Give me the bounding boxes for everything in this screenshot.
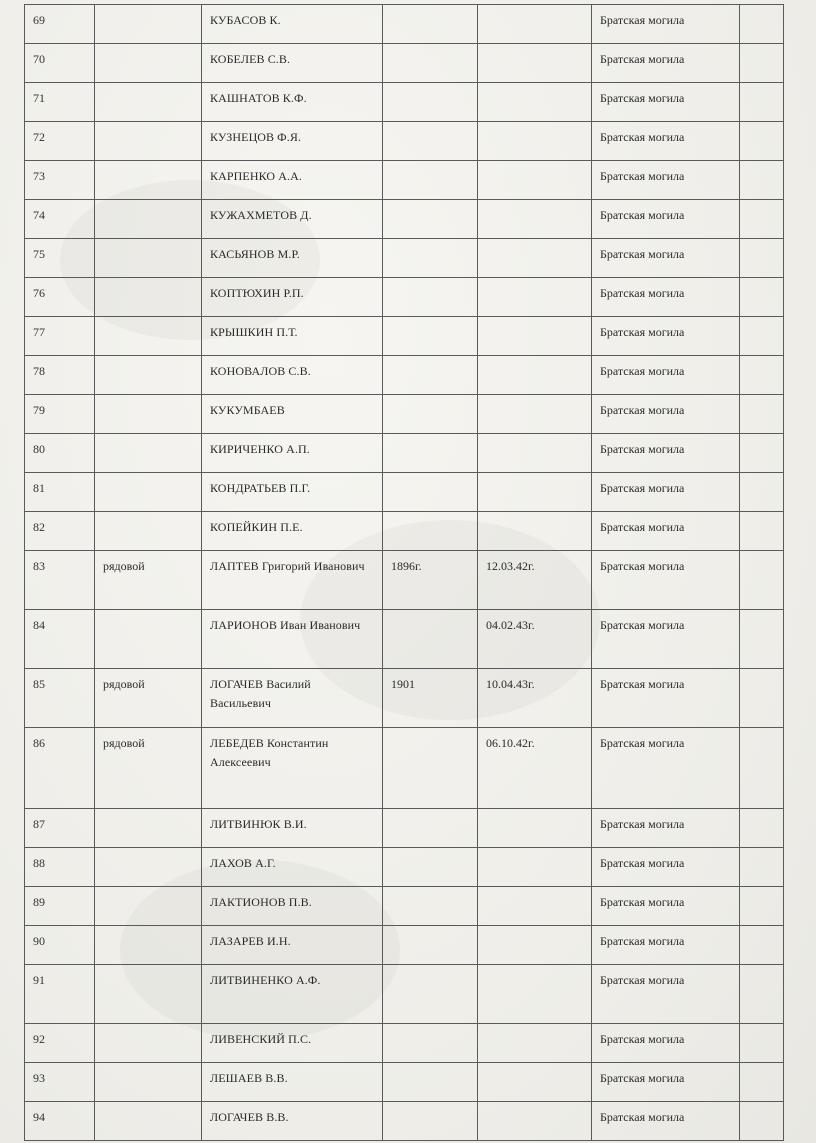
record-number: 80	[25, 434, 95, 473]
burial-place: Братская могила	[592, 200, 740, 239]
record-number: 76	[25, 278, 95, 317]
birth-year	[383, 161, 478, 200]
table-row	[25, 728, 784, 809]
notes-cell	[740, 83, 784, 122]
birth-year	[383, 610, 478, 669]
death-date	[478, 200, 592, 239]
table-row	[25, 610, 784, 669]
birth-year	[383, 473, 478, 512]
record-number: 83	[25, 551, 95, 610]
burial-place: Братская могила	[592, 317, 740, 356]
table-row	[25, 473, 784, 512]
birth-year	[383, 395, 478, 434]
birth-year: 1901	[383, 669, 478, 728]
burial-place: Братская могила	[592, 278, 740, 317]
soldier-name: КРЫШКИН П.Т.	[202, 317, 383, 356]
soldier-name: КОБЕЛЕВ С.В.	[202, 44, 383, 83]
record-number: 75	[25, 239, 95, 278]
soldier-name: КОНОВАЛОВ С.В.	[202, 356, 383, 395]
table-row	[25, 669, 784, 728]
table-row	[25, 278, 784, 317]
death-date	[478, 1063, 592, 1102]
burial-place: Братская могила	[592, 356, 740, 395]
birth-year	[383, 848, 478, 887]
death-date	[478, 5, 592, 44]
death-date: 04.02.43г.	[478, 610, 592, 669]
rank-cell	[95, 395, 202, 434]
death-date	[478, 1102, 592, 1141]
table-row	[25, 1102, 784, 1141]
notes-cell	[740, 610, 784, 669]
notes-cell	[740, 1063, 784, 1102]
rank-cell	[95, 434, 202, 473]
birth-year	[383, 1063, 478, 1102]
soldier-name: КУЖАХМЕТОВ Д.	[202, 200, 383, 239]
table-row	[25, 122, 784, 161]
record-number: 86	[25, 728, 95, 809]
notes-cell	[740, 317, 784, 356]
soldier-name: ЛАЗАРЕВ И.Н.	[202, 926, 383, 965]
burial-place: Братская могила	[592, 965, 740, 1024]
burial-place: Братская могила	[592, 551, 740, 610]
birth-year	[383, 44, 478, 83]
birth-year	[383, 809, 478, 848]
rank-cell	[95, 5, 202, 44]
rank-cell	[95, 1063, 202, 1102]
burial-place: Братская могила	[592, 122, 740, 161]
record-number: 94	[25, 1102, 95, 1141]
rank-cell	[95, 473, 202, 512]
rank-cell	[95, 317, 202, 356]
death-date	[478, 239, 592, 278]
birth-year	[383, 278, 478, 317]
soldier-name: КУКУМБАЕВ	[202, 395, 383, 434]
burial-place: Братская могила	[592, 83, 740, 122]
death-date	[478, 965, 592, 1024]
notes-cell	[740, 809, 784, 848]
burial-place: Братская могила	[592, 1024, 740, 1063]
burial-place: Братская могила	[592, 610, 740, 669]
soldier-name: ЛАХОВ А.Г.	[202, 848, 383, 887]
rank-cell: рядовой	[95, 669, 202, 728]
table-row	[25, 5, 784, 44]
table-row	[25, 887, 784, 926]
birth-year	[383, 512, 478, 551]
record-number: 87	[25, 809, 95, 848]
rank-cell	[95, 926, 202, 965]
record-number: 93	[25, 1063, 95, 1102]
soldier-name: ЛОГАЧЕВ Василий Васильевич	[202, 669, 383, 728]
soldier-name: ЛИТВИНЕНКО А.Ф.	[202, 965, 383, 1024]
notes-cell	[740, 278, 784, 317]
record-number: 92	[25, 1024, 95, 1063]
notes-cell	[740, 122, 784, 161]
notes-cell	[740, 887, 784, 926]
birth-year	[383, 356, 478, 395]
table-row	[25, 200, 784, 239]
record-number: 72	[25, 122, 95, 161]
birth-year	[383, 239, 478, 278]
record-number: 88	[25, 848, 95, 887]
notes-cell	[740, 848, 784, 887]
death-date	[478, 887, 592, 926]
notes-cell	[740, 200, 784, 239]
notes-cell	[740, 473, 784, 512]
record-number: 90	[25, 926, 95, 965]
burial-place: Братская могила	[592, 669, 740, 728]
notes-cell	[740, 434, 784, 473]
record-number: 85	[25, 669, 95, 728]
soldier-name: КОПЕЙКИН П.Е.	[202, 512, 383, 551]
rank-cell	[95, 122, 202, 161]
soldier-name: ЛЕБЕДЕВ Константин Алексеевич	[202, 728, 383, 809]
burial-place: Братская могила	[592, 239, 740, 278]
notes-cell	[740, 356, 784, 395]
death-date	[478, 809, 592, 848]
death-date	[478, 473, 592, 512]
death-date	[478, 44, 592, 83]
death-date	[478, 278, 592, 317]
birth-year	[383, 965, 478, 1024]
birth-year	[383, 887, 478, 926]
notes-cell	[740, 5, 784, 44]
rank-cell: рядовой	[95, 728, 202, 809]
birth-year	[383, 926, 478, 965]
table-row	[25, 848, 784, 887]
soldier-name: ЛАКТИОНОВ П.В.	[202, 887, 383, 926]
birth-year	[383, 434, 478, 473]
soldier-name: КАРПЕНКО А.А.	[202, 161, 383, 200]
record-number: 82	[25, 512, 95, 551]
rank-cell	[95, 1024, 202, 1063]
rank-cell	[95, 848, 202, 887]
record-number: 71	[25, 83, 95, 122]
soldier-name: ЛЕШАЕВ В.В.	[202, 1063, 383, 1102]
birth-year	[383, 83, 478, 122]
rank-cell	[95, 278, 202, 317]
rank-cell	[95, 1102, 202, 1141]
record-number: 91	[25, 965, 95, 1024]
rank-cell	[95, 161, 202, 200]
table-row	[25, 83, 784, 122]
soldier-name: ЛОГАЧЕВ В.В.	[202, 1102, 383, 1141]
burial-place: Братская могила	[592, 5, 740, 44]
rank-cell	[95, 83, 202, 122]
burial-place: Братская могила	[592, 887, 740, 926]
rank-cell	[95, 512, 202, 551]
burial-place: Братская могила	[592, 434, 740, 473]
soldier-name: КОНДРАТЬЕВ П.Г.	[202, 473, 383, 512]
table-row	[25, 317, 784, 356]
burial-place: Братская могила	[592, 44, 740, 83]
record-number: 74	[25, 200, 95, 239]
rank-cell	[95, 610, 202, 669]
record-number: 77	[25, 317, 95, 356]
burial-place: Братская могила	[592, 809, 740, 848]
rank-cell	[95, 887, 202, 926]
death-date	[478, 83, 592, 122]
notes-cell	[740, 965, 784, 1024]
rank-cell: рядовой	[95, 551, 202, 610]
record-number: 84	[25, 610, 95, 669]
notes-cell	[740, 728, 784, 809]
notes-cell	[740, 1024, 784, 1063]
soldier-name: ЛИВЕНСКИЙ П.С.	[202, 1024, 383, 1063]
soldier-name: КОПТЮХИН Р.П.	[202, 278, 383, 317]
burial-place: Братская могила	[592, 728, 740, 809]
notes-cell	[740, 551, 784, 610]
death-date: 12.03.42г.	[478, 551, 592, 610]
burial-place: Братская могила	[592, 473, 740, 512]
table-row	[25, 44, 784, 83]
notes-cell	[740, 239, 784, 278]
soldier-name: ЛАПТЕВ Григорий Иванович	[202, 551, 383, 610]
soldier-name: КАШНАТОВ К.Ф.	[202, 83, 383, 122]
death-date	[478, 356, 592, 395]
death-date	[478, 317, 592, 356]
record-number: 79	[25, 395, 95, 434]
death-date	[478, 926, 592, 965]
soldier-name: КАСЬЯНОВ М.Р.	[202, 239, 383, 278]
notes-cell	[740, 1102, 784, 1141]
table-row	[25, 809, 784, 848]
soldier-name: КУЗНЕЦОВ Ф.Я.	[202, 122, 383, 161]
rank-cell	[95, 200, 202, 239]
death-date	[478, 512, 592, 551]
burial-place: Братская могила	[592, 1063, 740, 1102]
death-date: 10.04.43г.	[478, 669, 592, 728]
soldier-name: ЛАРИОНОВ Иван Иванович	[202, 610, 383, 669]
soldier-name: КИРИЧЕНКО А.П.	[202, 434, 383, 473]
rank-cell	[95, 356, 202, 395]
table-row	[25, 512, 784, 551]
registry-body	[25, 5, 784, 1141]
table-row	[25, 551, 784, 610]
death-date	[478, 434, 592, 473]
birth-year	[383, 728, 478, 809]
death-date: 06.10.42г.	[478, 728, 592, 809]
table-row	[25, 395, 784, 434]
burial-place: Братская могила	[592, 395, 740, 434]
birth-year	[383, 5, 478, 44]
table-row	[25, 926, 784, 965]
notes-cell	[740, 161, 784, 200]
death-date	[478, 848, 592, 887]
record-number: 69	[25, 5, 95, 44]
burial-place: Братская могила	[592, 161, 740, 200]
death-date	[478, 122, 592, 161]
burial-place: Братская могила	[592, 848, 740, 887]
record-number: 81	[25, 473, 95, 512]
record-number: 73	[25, 161, 95, 200]
burial-place: Братская могила	[592, 1102, 740, 1141]
birth-year	[383, 122, 478, 161]
table-row	[25, 356, 784, 395]
burial-registry-table	[24, 4, 784, 1141]
table-row	[25, 965, 784, 1024]
notes-cell	[740, 395, 784, 434]
record-number: 78	[25, 356, 95, 395]
table-row	[25, 1063, 784, 1102]
notes-cell	[740, 512, 784, 551]
burial-place: Братская могила	[592, 512, 740, 551]
soldier-name: ЛИТВИНЮК В.И.	[202, 809, 383, 848]
birth-year	[383, 1024, 478, 1063]
death-date	[478, 1024, 592, 1063]
record-number: 89	[25, 887, 95, 926]
birth-year	[383, 317, 478, 356]
death-date	[478, 395, 592, 434]
birth-year: 1896г.	[383, 551, 478, 610]
notes-cell	[740, 669, 784, 728]
rank-cell	[95, 809, 202, 848]
record-number: 70	[25, 44, 95, 83]
rank-cell	[95, 44, 202, 83]
notes-cell	[740, 926, 784, 965]
death-date	[478, 161, 592, 200]
birth-year	[383, 1102, 478, 1141]
rank-cell	[95, 239, 202, 278]
notes-cell	[740, 44, 784, 83]
burial-place: Братская могила	[592, 926, 740, 965]
table-row	[25, 161, 784, 200]
table-row	[25, 434, 784, 473]
table-row	[25, 1024, 784, 1063]
birth-year	[383, 200, 478, 239]
table-row	[25, 239, 784, 278]
soldier-name: КУБАСОВ К.	[202, 5, 383, 44]
rank-cell	[95, 965, 202, 1024]
